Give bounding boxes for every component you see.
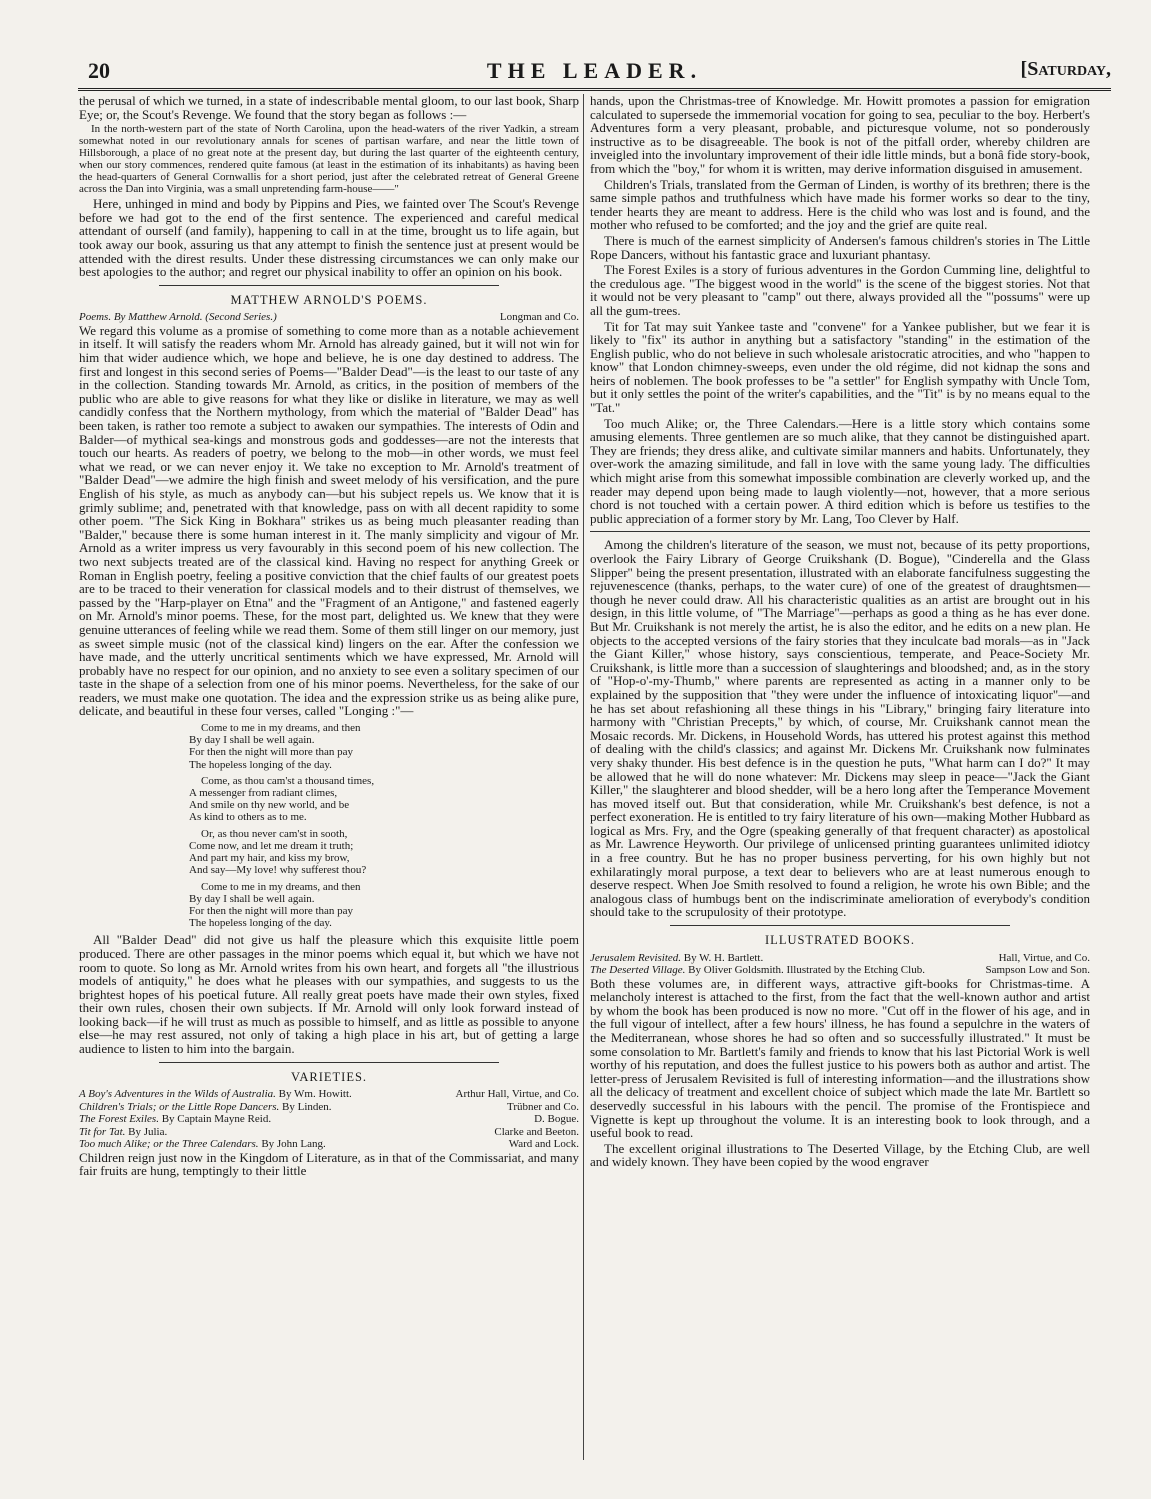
biblio-title: Too much Alike; or the Three Calendars. [79, 1138, 262, 1151]
biblio-publisher: Trübner and Co. [506, 1100, 579, 1113]
biblio-author: By Linden. [282, 1100, 332, 1113]
paragraph: Both these volumes are, in different ways, attractive gift-books for Christmas-time. A melancholy interest is attached to the first, from the fact that the well-known author and artist by whom the book has been produced is now no more. "Cut off in the flower of his age, and in the full vigour of intellect, after a few hours' illness, he has found a sepulchre in the waters of the Mediterranean, whose shores he had so often and so successfully illustrated." It must be some consolation to Mr. Bartlett's family and friends to know that his last Pictorial Work is well worthy of his reputation, and does the fullest justice to his powers both as author and artist. The letter-press of Jerusalem Revisited is full of interesting information—and the illustrations show all the delicacy of treatment and excellent choice of subject which made the late Mr. Bartlett so deservedly successful in his labours with the pencil. The promise of the Frontispiece and Vignette is kept up throughout the volume. It is an interesting book to look through, and a useful book to read. [590, 975, 1090, 1141]
poem-line: And say—My love! why sufferest thou? [189, 864, 367, 877]
biblio-title: Poems. By Matthew Arnold. (Second Series.) [79, 311, 277, 324]
page-header [78, 58, 1111, 90]
biblio-row [79, 1126, 579, 1139]
biblio-author: By Wm. Howitt. [278, 1088, 352, 1101]
block-quote [79, 123, 579, 195]
paragraph: Children's Trials, translated from the German of Linden, is worthy of its brethren; there is the same simple pathos and truthfulness which have made his former works so dear to the tiny, tender hearts they are meant to address. Here is the child who was lost and is found, and the mother who refused to be comforted; and the joy and the grief are quite real. [590, 176, 1090, 233]
biblio-row [79, 1101, 579, 1114]
poem-line: Come to me in my dreams, and then [201, 880, 361, 893]
poem-stanza [189, 722, 579, 771]
poem-line: Or, as thou never cam'st in sooth, [201, 827, 348, 840]
header-rule [78, 88, 1111, 91]
poem-longing [189, 722, 579, 929]
poem-line: A messenger from radiant climes, [189, 787, 338, 800]
poem-stanza [189, 828, 579, 877]
biblio-title: Jerusalem Revisited. [590, 951, 684, 964]
biblio-title: Tit for Tat. [79, 1125, 129, 1138]
biblio-row [79, 1138, 579, 1151]
poem-stanza [189, 775, 579, 824]
poem-line: And part my hair, and kiss my brow, [189, 852, 350, 865]
biblio-entry [79, 1126, 167, 1139]
review-paragraph: We regard this volume as a promise of something to come more than as a notable achievement in itself. It will satisfy the readers whom Mr. Arnold has already gained, but it will not win for him that wider audience which, we hope and believe, he is one day destined to address. The first and longest in this second series of Poems—"Balder Dead"—is the least to our taste of any in the collection. Standing towards Mr. Arnold, as critics, in the position of members of the public who are able to give reasons for what they like or dislike in literature, we may as well candidly confess that the Northern mythology, from which the material of "Balder Dead" has been taken, is rather too remote a subject to awaken our sympathies. The interests of Odin and Balder—of mythical sea-kings and monstrous gods and goddesses—are not the interests that touch our hearts. As readers of poetry, we belong to the mob—in other words, we must feel what we read, or we can never enjoy it. We take no exception to Mr. Arnold's treatment of "Balder Dead"—we admire the high finish and sweet melody of his versification, and the pure English of his style, as much as anybody can—but his subject repels us. We know that it is grimly sublime; and, penetrated with that knowledge, pass on with all decent rapidity to some other poem. "The Sick King in Bokhara" strikes us as being much pleasanter reading than "Balder," because there is some human interest in it. The manly simplicity and vigour of Mr. Arnold as a writer impress us very favourably in this second poem of his new collection. The two next subjects treated are of the classical kind. Having no respect for anything Greek or Roman in English poetry, feeling a positive conviction that the chief faults of our greatest poets are to be traced to their veneration for classical models and to their distrust of themselves, we passed by the "Harp-player on Etna" and the "Fragment of an Antigone," and fastened eagerly on Mr. Arnold's minor poems. These, for the most part, delighted us. We knew that they were genuine utterances of feeling while we read them. Some of them still linger on our memory, just as sweet simple music (not of the classical kind) lingers on the ear. After the confession we have made, and the utterly uncritical sentiments which we have expressed, Mr. Arnold will probably have no respect for our opinion, and no anxiety to see even a solitary specimen of our taste in the shape of a selection from one of his minor poems. Nevertheless, for the sake of our readers, we must make one quotation. The idea and the expression strike us as being alike pure, delicate, and beautiful in these four verses, called "Longing :"— [79, 322, 579, 719]
quote-text: In the north-western part of the state of North Carolina, upon the head-waters of the river Yadkin, a stream somewhat noted in our revolutionary annals for scenes of partisan warfare, and near the little town of Hillsborough, a place of no great note at the present day, but during the last quarter of the eighteenth century, when our story commences, rendered quite famous (at least in the estimation of its inhabitants) as having been the head-quarters of General Cornwallis for a short period, just after the celebrated retreat of General Greene across the Dan into Virginia, was a small unpretending farm-house——" [79, 123, 579, 196]
poem-line: The hopeless longing of the day. [189, 917, 332, 930]
poem-line: By day I shall be well again. [189, 734, 315, 747]
biblio-publisher: Longman and Co. [499, 311, 579, 324]
biblio-title: A Boy's Adventures in the Wilds of Australia. [79, 1088, 279, 1101]
paragraph: hands, upon the Christmas-tree of Knowledge. Mr. Howitt promotes a passion for emigration calculated to supersede the immemorial vocation for going to sea, peculiar to the boy. Herbert's Adventures form a very pleasant, probable, and picturesque volume, not so ponderously instructive as to be disagreeable. The book is not of the pitfall order, whereby children are inveigled into the involuntary improvement of their idle little minds, but a bonâ fide story-book, from which the "boy," for whom it is written, may derive information disguised in amusement. [590, 93, 1090, 176]
review-paragraph: All "Balder Dead" did not give us half the pleasure which this exquisite little poem produced. There are other passages in the minor poems which equal it, but which we have not room to quote. So long as Mr. Arnold writes from his own heart, and forgets all "the illustrious models of antiquity," he does what he pleases with our sympathies, and suggests to us the brightest hopes of his poetical future. All really great poets have made their own styles, fixed their own rules, chosen their own subjects. If Mr. Arnold will only look forward instead of looking back—if he will trust as much as possible to himself, and as little as possible to anyone else—he may rest assured, not only of taking a high place in his art, but of getting a large audience to listen to him into the bargain. [79, 932, 579, 1057]
biblio-title: The Deserted Village. [590, 964, 689, 977]
section-rule [159, 1062, 499, 1063]
biblio-publisher: D. Bogue. [534, 1113, 579, 1126]
header-day: [Saturday, [1020, 58, 1111, 80]
biblio-entry [79, 1088, 352, 1101]
biblio-publisher: Clarke and Beeton. [494, 1125, 579, 1138]
poem-line: As kind to others as to me. [189, 811, 307, 824]
poem-line: And smile on thy new world, and be [189, 799, 350, 812]
biblio-entry [590, 964, 925, 977]
section-heading: ILLUSTRATED BOOKS. [765, 933, 915, 948]
poem-line: Come to me in my dreams, and then [201, 722, 361, 735]
poem-line: By day I shall be well again. [189, 892, 315, 905]
poem-line: The hopeless longing of the day. [189, 758, 332, 771]
poem-stanza [189, 881, 579, 930]
paragraph: Too much Alike; or, the Three Calendars.—Here is a little story which contains some amusing elements. Three gentlemen are so much alike, that they cannot be distinguished apart. They are friends; they dress alike, and cultivate similar manners and habits. Unfortunately, they over-work the amazing similitude, and fall in love with the same young lady. The difficulties which might arise from this somewhat impossible combination are cleverly worked up, and the reader may depend upon being made to laugh violently—not, however, that a more serious chord is not touched with a certain power. A third edition which is before us testifies to the public appreciation of a former story by Mr. Lang, Too Clever by Half. [590, 415, 1090, 526]
intro-paragraph: the perusal of which we turned, in a state of indescribable mental gloom, to our last book, Sharp Eye; or, the Scout's Revenge. We found that the story began as follows :— [79, 93, 579, 122]
column-divider [583, 94, 584, 1460]
section-rule [670, 925, 1010, 926]
biblio-entry [79, 1101, 332, 1114]
biblio-entry [79, 1138, 326, 1151]
paragraph: There is much of the earnest simplicity of Andersen's famous children's stories in The Little Rope Dancers, without his fantastic grace and luxuriant phantasy. [590, 232, 1090, 262]
section-rule [590, 531, 1090, 532]
poem-line: For then the night will more than pay [189, 904, 354, 917]
poem-line: Come, as thou cam'st a thousand times, [201, 774, 375, 787]
paragraph: Among the children's literature of the season, we must not, because of its petty proportions, overlook the Fairy Library of George Cruikshank (D. Bogue), "Cinderella and the Glass Slipper" being the present presentation, illustrated with an elaborate fancifulness suggesting the rejuvenescence (thanks, perhaps, to the water cure) of one of the greatest of draughtsmen—though he never could draw. All his characteristic qualities as an artist are brought out in his design, in this little volume, of "The Marriage"—perhaps as good a thing as he has ever done. But Mr. Cruikshank is not merely the artist, he is also the editor, and he edits on a new plan. He objects to the accepted versions of the fairy stories that they inculcate bad morals—as in "Jack the Giant Killer," whose history, says conscientious, temperate, and Peace-Society Mr. Cruikshank, is little more than a succession of slaughterings and bloodshed; and, as in the story of "Hop-o'-my-Thumb," where parents are represented as acting in a manner only to be explained by the supposition that "they were under the influence of intoxicating liquor"—and he has set about refashioning all these things in his "Library," bringing fairy literature into harmony with "Christian Precepts," by which, of course, Mr. Cruikshank cannot mean the Mosaic records. Mr. Dickens, in Household Words, has uttered his protest against this method of dealing with the child's classics; and against Mr. Dickens Mr. Cruikshank now fulminates very shaky thunder. His best defence is in the question he puts, "What harm can I do?" It may be allowed that he will do none whatever: Mr. Dickens may sleep in peace—"Jack the Giant Killer," the slaughterer and blood shedder, will be a hero long after the Temperance Movement has moved itself out. But that consideration, while Mr. Cruikshank's best defence, is not a perfect exoneration. He is entitled to try fairy literature of his own—making Mother Hubbard as logical as Mrs. Fry, and the Ogre (speaking generally of that frequent character) as apostolical as Mr. Lawrence Heyworth. Our privilege of unlicensed printing guarantees unlimited idiotcy in a free country. But he has no proper business perverting, for his own highly but not exhilaratingly moral purpose, a text dear to believers who are at least numerous enough to deserve respect. When Joe Smith resolved to found a religion, he wrote his own Bible; and the analogous class of humbugs bent on the indiscriminate amelioration of everybody's condition should take to the scrupulosity of their prototype. [590, 537, 1090, 920]
biblio-author: By Captain Mayne Reid. [161, 1113, 272, 1126]
right-column [590, 94, 1090, 1171]
biblio-author: By Julia. [128, 1125, 168, 1138]
biblio-row [590, 964, 1090, 977]
bibliography-line [79, 311, 579, 324]
biblio-publisher: Hall, Virtue, and Co. [998, 951, 1090, 964]
biblio-title: The Forest Exiles. [79, 1113, 162, 1126]
poem-line: For then the night will more than pay [189, 746, 354, 759]
paragraph: Tit for Tat may suit Yankee taste and "convene" for a Yankee publisher, but we fear it is likely to "fix" its author in anything but a satisfactory "standing" in the estimation of the English public, who do not believe in such wholesale aristocratic atrocities, and who "happen to know" that London chimney-sweeps, even under the old régime, did not kidnap the sons and heirs of noblemen. The book professes to be "a settler" for English sympathy with Uncle Tom, but it only settles the point of the writer's capabilities, and the "Tit" is by no means equal to the "Tat." [590, 318, 1090, 416]
section-rule [159, 285, 499, 286]
section-heading: MATTHEW ARNOLD'S POEMS. [230, 292, 428, 307]
paragraph: The Forest Exiles is a story of furious adventures in the Gordon Cumming line, delightful to the credulous age. "The biggest wood in the world" is the scene of the biggest stories. Not that it would not be very pleasant to "camp" out there, always provided all the "'possums" were up all the gum-trees. [590, 262, 1090, 318]
biblio-title: Children's Trials; or the Little Rope Dancers. [79, 1100, 283, 1113]
biblio-author: By W. H. Bartlett. [683, 951, 764, 964]
illustrated-biblio-list [590, 952, 1090, 977]
biblio-publisher: Sampson Low and Son. [985, 964, 1090, 977]
biblio-row [79, 1113, 579, 1126]
varieties-list [79, 1088, 579, 1151]
section-heading: VARIETIES. [290, 1069, 368, 1084]
biblio-row [590, 952, 1090, 965]
biblio-publisher: Ward and Lock. [508, 1138, 579, 1151]
biblio-publisher: Arthur Hall, Virtue, and Co. [455, 1088, 579, 1101]
biblio-author: By John Lang. [261, 1138, 326, 1151]
poem-line: Come now, and let me dream it truth; [189, 839, 354, 852]
page-number: 20 [88, 58, 110, 83]
varieties-paragraph: Children reign just now in the Kingdom of Literature, as in that of the Commissariat, and many fair fruits are hung, temptingly to their little [79, 1149, 579, 1179]
left-column [79, 94, 579, 1180]
biblio-row [79, 1088, 579, 1101]
paragraph: Here, unhinged in mind and body by Pippins and Pies, we fainted over The Scout's Revenge before we had got to the end of the first sentence. The experienced and careful medical attendant of ourself (and family), happening to call in at the time, brought us to life again, but took away our book, assuring us that any attempt to finish the sentence just at present would be attended with the direst results. Under these distressing circumstances we can only make our best apologies to the author; and regret our physical inability to offer an opinion on his book. [79, 196, 579, 280]
masthead-title: THE LEADER. [486, 58, 703, 83]
biblio-entry [590, 952, 763, 965]
paragraph: The excellent original illustrations to The Deserted Village, by the Etching Club, are well and widely known. They have been copied by the wood engraver [590, 1140, 1090, 1170]
biblio-entry [79, 1113, 271, 1126]
biblio-author: By Oliver Goldsmith. Illustrated by the Etching Club. [688, 964, 925, 977]
